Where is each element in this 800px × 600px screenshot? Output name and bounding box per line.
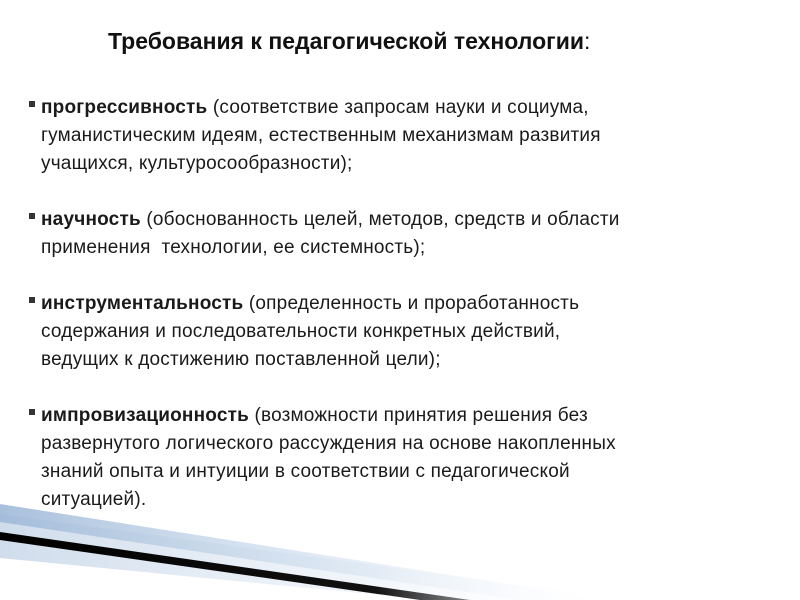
item-term: инструментальность xyxy=(41,293,244,314)
item-line: учащихся, культуросообразности); xyxy=(41,153,353,174)
item-line: ведущих к достижению поставленной цели); xyxy=(41,349,441,370)
item-line: гуманистическим идеям, естественным механизмам развития xyxy=(41,125,601,146)
item-line: применения технологии, ее системность); xyxy=(41,237,426,258)
bullet-icon xyxy=(29,213,35,219)
item-line: (определенность и проработанность xyxy=(248,293,580,314)
slide-title-text: Требования к педагогической технологии xyxy=(108,28,585,54)
bullet-icon xyxy=(29,101,35,107)
slide-title xyxy=(108,28,590,55)
item-term: прогрессивность xyxy=(41,97,208,118)
item-line: знаний опыта и интуиции в соответствии с педагогической xyxy=(41,461,570,482)
bullet-icon xyxy=(29,409,35,415)
decor-light-band-2 xyxy=(0,514,620,600)
bullet-icon xyxy=(29,297,35,303)
item-term: научность xyxy=(41,209,141,230)
item-line: содержания и последовательности конкретных действий, xyxy=(41,321,561,342)
item-line: (возможности принятия решения без xyxy=(254,405,588,426)
item-line: (обоснованность целей, методов, средств и области xyxy=(146,209,620,230)
item-term: импровизационность xyxy=(41,405,249,426)
item-line: (соответствие запросам науки и социума, xyxy=(212,97,589,118)
decorative-swoosh xyxy=(0,500,800,600)
item-line: ситуацией). xyxy=(41,489,147,510)
item-line: развернутого логического рассуждения на основе накопленных xyxy=(41,433,616,454)
slide-title-colon: : xyxy=(584,28,591,54)
